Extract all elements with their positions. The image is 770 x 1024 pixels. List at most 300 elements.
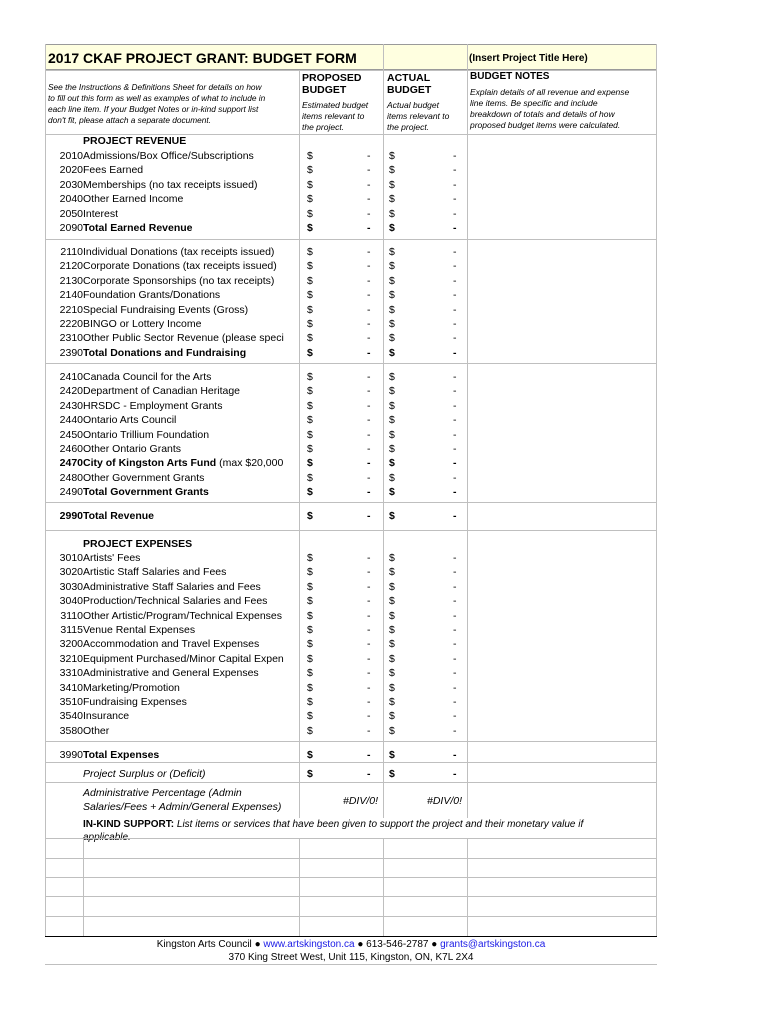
line-description: Canada Council for the Arts bbox=[83, 371, 212, 383]
actual-amount-value[interactable]: - bbox=[453, 749, 457, 761]
actual-amount-currency: $ bbox=[389, 510, 395, 522]
proposed-amount-value[interactable]: - bbox=[367, 768, 371, 780]
table-row bbox=[45, 303, 657, 317]
actual-budget-header: BUDGET bbox=[387, 84, 432, 96]
actual-amount-value[interactable]: - bbox=[453, 566, 457, 579]
actual-amount-value[interactable]: - bbox=[453, 178, 457, 191]
table-row bbox=[45, 666, 657, 680]
line-description: Other Public Sector Revenue (please speci bbox=[83, 332, 284, 345]
actual-amount-value[interactable]: - bbox=[453, 652, 457, 665]
proposed-amount-value[interactable]: - bbox=[367, 178, 371, 191]
grid-line-h bbox=[45, 530, 657, 531]
actual-amount-currency: $ bbox=[389, 710, 395, 723]
table-row bbox=[45, 442, 657, 456]
actual-amount-value[interactable]: - bbox=[453, 164, 457, 177]
instructions-line: See the Instructions & Definitions Sheet for details on how bbox=[48, 82, 262, 92]
proposed-amount-value[interactable]: - bbox=[367, 724, 371, 737]
admin-percentage-label: Administrative Percentage (Admin bbox=[83, 787, 242, 799]
total-revenue-row bbox=[45, 509, 657, 523]
table-row bbox=[45, 149, 657, 163]
line-code: 3410 bbox=[59, 681, 83, 694]
actual-amount-currency: $ bbox=[389, 471, 395, 484]
proposed-amount-value[interactable]: - bbox=[367, 552, 371, 564]
line-description: Special Fundraising Events (Gross) bbox=[83, 303, 249, 316]
email-link[interactable]: grants@artskingston.ca bbox=[440, 939, 546, 950]
line-code: 2460 bbox=[59, 443, 83, 455]
line-code: 3200 bbox=[59, 638, 83, 651]
actual-amount-currency: $ bbox=[389, 638, 395, 651]
proposed-amount-value[interactable]: - bbox=[367, 710, 371, 723]
actual-amount-currency: $ bbox=[389, 207, 395, 220]
actual-amount-value[interactable]: - bbox=[453, 681, 457, 694]
line-description: HRSDC - Employment Grants bbox=[83, 399, 223, 412]
line-code: 2220 bbox=[59, 318, 83, 330]
table-row bbox=[45, 565, 657, 579]
grid-line-h bbox=[45, 239, 657, 240]
table-row bbox=[45, 288, 657, 302]
proposed-amount-value[interactable]: - bbox=[367, 318, 371, 330]
line-code: 2090 bbox=[59, 222, 83, 234]
table-row bbox=[45, 178, 657, 192]
line-code: 3510 bbox=[59, 696, 83, 708]
line-code: 3115 bbox=[60, 624, 83, 636]
table-row bbox=[45, 384, 657, 398]
actual-amount-value[interactable]: - bbox=[453, 710, 457, 723]
proposed-amount-currency: $ bbox=[307, 399, 313, 412]
proposed-amount-value[interactable]: - bbox=[367, 332, 371, 345]
line-code: 2010 bbox=[59, 150, 83, 162]
actual-amount-value[interactable]: - bbox=[453, 289, 457, 302]
proposed-amount-value[interactable]: - bbox=[367, 624, 371, 636]
proposed-amount-value[interactable]: - bbox=[367, 471, 371, 484]
city-arts-fund-row bbox=[45, 456, 657, 470]
proposed-amount-currency: $ bbox=[307, 667, 313, 680]
line-description: Total Revenue bbox=[83, 510, 154, 522]
grid-line-v bbox=[383, 838, 384, 936]
actual-amount-currency: $ bbox=[389, 552, 395, 564]
proposed-amount-currency: $ bbox=[307, 696, 313, 708]
actual-amount-value[interactable]: - bbox=[453, 246, 457, 258]
line-description: Other Earned Income bbox=[83, 193, 184, 206]
proposed-budget-note: Estimated budget bbox=[302, 100, 369, 110]
instructions-line: to fill out this form as well as examples of what to include in bbox=[48, 93, 266, 103]
line-description: Other Artistic/Program/Technical Expenses bbox=[83, 609, 282, 622]
proposed-amount-currency: $ bbox=[307, 595, 313, 608]
actual-amount-currency: $ bbox=[389, 428, 395, 441]
line-code: 2440 bbox=[59, 414, 83, 427]
proposed-amount-currency: $ bbox=[307, 710, 313, 723]
actual-amount-value[interactable]: - bbox=[453, 768, 457, 780]
budget-notes-instruction: Explain details of all revenue and expense bbox=[470, 87, 630, 97]
table-row bbox=[45, 609, 657, 623]
line-description: Fees Earned bbox=[83, 164, 144, 177]
grid-line-h bbox=[45, 762, 657, 763]
table-row bbox=[45, 428, 657, 442]
line-description: Venue Rental Expenses bbox=[83, 624, 196, 636]
grid-line-v bbox=[383, 44, 384, 818]
table-row bbox=[45, 370, 657, 384]
proposed-amount-currency: $ bbox=[307, 510, 313, 522]
actual-amount-currency: $ bbox=[389, 178, 395, 191]
line-description: Admissions/Box Office/Subscriptions bbox=[83, 150, 254, 162]
line-code: 2490 bbox=[59, 486, 83, 499]
grid-line-h bbox=[45, 877, 657, 878]
actual-amount-value[interactable]: - bbox=[453, 552, 457, 564]
proposed-budget-header: PROPOSED bbox=[302, 72, 362, 84]
grid-line-v bbox=[299, 70, 300, 818]
admin-percentage-actual: #DIV/0! bbox=[427, 795, 463, 807]
footer-org: Kingston Arts Council bbox=[156, 939, 252, 950]
actual-amount-currency: $ bbox=[389, 768, 395, 780]
grid-line-h bbox=[45, 896, 657, 897]
line-description: Production/Technical Salaries and Fees bbox=[83, 595, 268, 608]
instructions-line: each line item. If your Budget Notes or in-kind support list bbox=[48, 104, 259, 114]
proposed-amount-currency: $ bbox=[307, 624, 313, 636]
grid-line-v bbox=[83, 838, 84, 936]
actual-amount-value[interactable]: - bbox=[453, 260, 457, 273]
line-description: Fundraising Expenses bbox=[83, 696, 187, 708]
proposed-amount-value[interactable]: - bbox=[367, 414, 371, 427]
table-row bbox=[45, 652, 657, 666]
line-code: 2420 bbox=[59, 385, 83, 398]
proposed-amount-currency: $ bbox=[307, 260, 313, 273]
actual-amount-value[interactable]: - bbox=[453, 580, 457, 593]
proposed-amount-value[interactable]: - bbox=[367, 749, 371, 761]
grid-line-v bbox=[467, 838, 468, 936]
proposed-amount-currency: $ bbox=[307, 486, 313, 499]
line-description: City of Kingston Arts Fund (max $20,000 bbox=[83, 457, 284, 470]
line-code: 2410 bbox=[59, 371, 83, 383]
proposed-amount-value[interactable]: - bbox=[367, 652, 371, 665]
line-description: Interest bbox=[83, 207, 119, 220]
proposed-amount-currency: $ bbox=[307, 414, 313, 427]
proposed-amount-value[interactable]: - bbox=[367, 638, 371, 651]
table-row bbox=[45, 623, 657, 637]
actual-amount-currency: $ bbox=[389, 385, 395, 398]
line-description: Other Government Grants bbox=[83, 471, 205, 484]
actual-amount-currency: $ bbox=[389, 457, 395, 470]
actual-amount-value[interactable]: - bbox=[453, 471, 457, 484]
proposed-amount-value[interactable]: - bbox=[367, 443, 371, 455]
table-row bbox=[45, 681, 657, 695]
actual-budget-note: the project. bbox=[387, 122, 430, 132]
actual-amount-value[interactable]: - bbox=[453, 724, 457, 737]
line-description: Individual Donations (tax receipts issued) bbox=[83, 246, 275, 258]
proposed-amount-value[interactable]: - bbox=[367, 457, 371, 470]
actual-amount-currency: $ bbox=[389, 580, 395, 593]
line-description: Equipment Purchased/Minor Capital Expen bbox=[83, 652, 284, 665]
grid-line-h bbox=[45, 134, 657, 135]
proposed-budget-note: items relevant to bbox=[302, 111, 365, 121]
project-title-field[interactable]: (Insert Project Title Here) bbox=[469, 53, 588, 64]
line-description: Artists' Fees bbox=[83, 552, 141, 564]
grid-line-h bbox=[45, 964, 657, 965]
line-code: 2430 bbox=[59, 399, 83, 412]
line-code: 2210 bbox=[59, 303, 83, 316]
line-description: Foundation Grants/Donations bbox=[83, 289, 221, 302]
in-kind-support-text bbox=[83, 818, 663, 832]
actual-amount-currency: $ bbox=[389, 696, 395, 708]
line-code: 3990 bbox=[59, 749, 83, 761]
grid-line-h bbox=[45, 741, 657, 742]
line-code: 3580 bbox=[59, 724, 83, 737]
table-row bbox=[45, 695, 657, 709]
proposed-amount-value[interactable]: - bbox=[367, 486, 371, 499]
table-row bbox=[45, 317, 657, 331]
proposed-amount-currency: $ bbox=[307, 443, 313, 455]
actual-budget-note: items relevant to bbox=[387, 111, 450, 121]
proposed-amount-value[interactable]: - bbox=[367, 346, 371, 359]
proposed-amount-value[interactable]: - bbox=[367, 696, 371, 708]
bullet-icon: ● bbox=[357, 939, 364, 950]
earned-total-row bbox=[45, 221, 657, 235]
table-row bbox=[45, 637, 657, 651]
line-code: 2140 bbox=[59, 289, 83, 302]
in-kind-description-cont: applicable. bbox=[83, 832, 131, 843]
proposed-amount-currency: $ bbox=[307, 580, 313, 593]
government-total-row bbox=[45, 485, 657, 499]
budget-form-sheet bbox=[45, 44, 657, 964]
line-code: 2110 bbox=[60, 246, 83, 258]
admin-percentage-label: Salaries/Fees + Admin/General Expenses) bbox=[83, 801, 282, 813]
expenses-heading bbox=[45, 537, 657, 551]
budget-notes-instruction: line items. Be specific and include bbox=[470, 98, 598, 108]
actual-budget-header: ACTUAL bbox=[387, 72, 431, 84]
line-code: 2040 bbox=[59, 193, 83, 206]
line-description: Total Donations and Fundraising bbox=[83, 346, 247, 359]
proposed-amount-value[interactable]: - bbox=[367, 164, 371, 177]
grid-line-v bbox=[45, 44, 46, 936]
bullet-icon: ● bbox=[431, 939, 438, 950]
line-description: Accommodation and Travel Expenses bbox=[83, 638, 260, 651]
line-code: 2390 bbox=[59, 346, 83, 359]
proposed-amount-currency: $ bbox=[307, 332, 313, 345]
proposed-budget-header: BUDGET bbox=[302, 84, 347, 96]
line-description: Total Government Grants bbox=[83, 486, 209, 499]
line-description: Total Earned Revenue bbox=[83, 222, 193, 234]
actual-amount-currency: $ bbox=[389, 303, 395, 316]
proposed-amount-value[interactable]: - bbox=[367, 274, 371, 287]
line-code: 2030 bbox=[59, 178, 83, 191]
actual-amount-currency: $ bbox=[389, 246, 395, 258]
line-code: 2450 bbox=[59, 428, 83, 441]
actual-amount-value[interactable]: - bbox=[453, 428, 457, 441]
proposed-amount-value[interactable]: - bbox=[367, 385, 371, 398]
surplus-row bbox=[45, 767, 657, 781]
proposed-amount-value[interactable]: - bbox=[367, 609, 371, 622]
table-row bbox=[45, 207, 657, 221]
table-row bbox=[45, 594, 657, 608]
admin-percentage-row bbox=[45, 786, 657, 814]
line-description: Insurance bbox=[83, 710, 130, 723]
actual-amount-value[interactable]: - bbox=[453, 346, 457, 359]
actual-amount-value[interactable]: - bbox=[453, 595, 457, 608]
proposed-amount-currency: $ bbox=[307, 471, 313, 484]
actual-amount-value[interactable]: - bbox=[453, 443, 457, 455]
in-kind-description: List items or services that have been given to support the project and their monetary value if bbox=[174, 819, 584, 830]
line-description-suffix: (max $20,000 bbox=[216, 457, 284, 470]
proposed-amount-currency: $ bbox=[307, 193, 313, 206]
table-row bbox=[45, 192, 657, 206]
actual-amount-currency: $ bbox=[389, 566, 395, 579]
actual-amount-currency: $ bbox=[389, 443, 395, 455]
actual-amount-value[interactable]: - bbox=[453, 624, 457, 636]
line-code: 3540 bbox=[59, 710, 83, 723]
actual-amount-value[interactable]: - bbox=[453, 414, 457, 427]
actual-amount-value[interactable]: - bbox=[453, 332, 457, 345]
proposed-amount-value[interactable]: - bbox=[367, 193, 371, 206]
line-code: 3040 bbox=[59, 595, 83, 608]
actual-amount-currency: $ bbox=[389, 371, 395, 383]
line-description: Corporate Donations (tax receipts issued) bbox=[83, 260, 277, 273]
actual-amount-currency: $ bbox=[389, 414, 395, 427]
actual-amount-currency: $ bbox=[389, 332, 395, 345]
grid-line-v bbox=[467, 44, 468, 818]
in-kind-label: IN-KIND SUPPORT: bbox=[83, 819, 175, 830]
grid-line-h bbox=[45, 70, 657, 71]
budget-notes-instruction: proposed budget items were calculated. bbox=[470, 120, 621, 130]
table-row bbox=[45, 709, 657, 723]
proposed-amount-value[interactable]: - bbox=[367, 289, 371, 302]
actual-amount-value[interactable]: - bbox=[453, 193, 457, 206]
revenue-heading bbox=[45, 134, 657, 148]
proposed-amount-currency: $ bbox=[307, 749, 313, 761]
proposed-amount-value[interactable]: - bbox=[367, 222, 371, 234]
website-link[interactable]: www.artskingston.ca bbox=[263, 939, 355, 950]
actual-amount-currency: $ bbox=[389, 609, 395, 622]
line-code: 2470 bbox=[59, 457, 83, 470]
actual-amount-value[interactable]: - bbox=[453, 207, 457, 220]
proposed-amount-currency: $ bbox=[307, 246, 313, 258]
proposed-amount-value[interactable]: - bbox=[367, 150, 371, 162]
grid-line-h bbox=[45, 502, 657, 503]
proposed-amount-currency: $ bbox=[307, 164, 313, 177]
actual-amount-value[interactable]: - bbox=[453, 457, 457, 470]
line-code: 2480 bbox=[59, 471, 83, 484]
actual-amount-currency: $ bbox=[389, 652, 395, 665]
proposed-amount-currency: $ bbox=[307, 638, 313, 651]
actual-amount-value[interactable]: - bbox=[453, 150, 457, 162]
proposed-amount-value[interactable]: - bbox=[367, 371, 371, 383]
table-row bbox=[45, 471, 657, 485]
actual-amount-value[interactable]: - bbox=[453, 274, 457, 287]
actual-amount-currency: $ bbox=[389, 749, 395, 761]
actual-amount-currency: $ bbox=[389, 193, 395, 206]
actual-amount-currency: $ bbox=[389, 667, 395, 680]
total-expenses-row bbox=[45, 748, 657, 762]
line-code: 2310 bbox=[59, 332, 83, 345]
line-code: 3010 bbox=[59, 552, 83, 564]
proposed-amount-currency: $ bbox=[307, 289, 313, 302]
line-description: Total Expenses bbox=[83, 749, 160, 761]
actual-amount-currency: $ bbox=[389, 164, 395, 177]
actual-amount-value[interactable]: - bbox=[453, 371, 457, 383]
proposed-amount-value[interactable]: - bbox=[367, 510, 371, 522]
line-code: 3020 bbox=[59, 566, 83, 579]
table-row bbox=[45, 413, 657, 427]
proposed-amount-value[interactable]: - bbox=[367, 260, 371, 273]
line-description: Department of Canadian Heritage bbox=[83, 385, 241, 398]
actual-amount-value[interactable]: - bbox=[453, 667, 457, 680]
footer-contact bbox=[45, 938, 657, 951]
actual-amount-value[interactable]: - bbox=[453, 222, 457, 234]
proposed-amount-currency: $ bbox=[307, 346, 313, 359]
line-code: 2130 bbox=[59, 274, 83, 287]
line-description: Administrative Staff Salaries and Fees bbox=[83, 580, 261, 593]
proposed-amount-value[interactable]: - bbox=[367, 595, 371, 608]
actual-amount-currency: $ bbox=[389, 222, 395, 234]
proposed-amount-currency: $ bbox=[307, 566, 313, 579]
line-description: Marketing/Promotion bbox=[83, 681, 180, 694]
proposed-amount-value[interactable]: - bbox=[367, 246, 371, 258]
line-description: BINGO or Lottery Income bbox=[83, 318, 202, 330]
proposed-amount-value[interactable]: - bbox=[367, 428, 371, 441]
actual-amount-value[interactable]: - bbox=[453, 609, 457, 622]
budget-notes-header: BUDGET NOTES bbox=[470, 71, 550, 82]
line-code: 2120 bbox=[59, 260, 83, 273]
actual-budget-note: Actual budget bbox=[387, 100, 439, 110]
actual-amount-currency: $ bbox=[389, 274, 395, 287]
grid-line-h bbox=[45, 838, 657, 839]
line-code: 3110 bbox=[60, 609, 83, 622]
proposed-amount-currency: $ bbox=[307, 222, 313, 234]
line-code: 2050 bbox=[59, 207, 83, 220]
actual-amount-value[interactable]: - bbox=[453, 510, 457, 522]
actual-amount-value[interactable]: - bbox=[453, 385, 457, 398]
actual-amount-value[interactable]: - bbox=[453, 486, 457, 499]
proposed-amount-currency: $ bbox=[307, 428, 313, 441]
line-code: 3310 bbox=[59, 667, 83, 680]
line-code: 3030 bbox=[59, 580, 83, 593]
proposed-amount-value[interactable]: - bbox=[367, 681, 371, 694]
line-description: Ontario Trillium Foundation bbox=[83, 428, 210, 441]
table-row bbox=[45, 259, 657, 273]
actual-amount-value[interactable]: - bbox=[453, 303, 457, 316]
actual-amount-value[interactable]: - bbox=[453, 399, 457, 412]
actual-amount-currency: $ bbox=[389, 624, 395, 636]
line-description: Artistic Staff Salaries and Fees bbox=[83, 566, 227, 579]
grid-line-v bbox=[656, 44, 657, 936]
actual-amount-value[interactable]: - bbox=[453, 696, 457, 708]
grid-line-h bbox=[45, 782, 657, 783]
proposed-amount-value[interactable]: - bbox=[367, 580, 371, 593]
table-row bbox=[45, 580, 657, 594]
actual-amount-currency: $ bbox=[389, 150, 395, 162]
proposed-amount-value[interactable]: - bbox=[367, 566, 371, 579]
section-heading-text: PROJECT REVENUE bbox=[83, 135, 187, 147]
line-description: Corporate Sponsorships (no tax receipts) bbox=[83, 274, 275, 287]
proposed-amount-value[interactable]: - bbox=[367, 303, 371, 316]
proposed-amount-value[interactable]: - bbox=[367, 207, 371, 220]
grid-line-h bbox=[45, 363, 657, 364]
grid-line-h bbox=[45, 858, 657, 859]
actual-amount-value[interactable]: - bbox=[453, 638, 457, 651]
donations-total-row bbox=[45, 346, 657, 360]
actual-amount-currency: $ bbox=[389, 399, 395, 412]
proposed-amount-currency: $ bbox=[307, 768, 313, 780]
grid-line-h bbox=[45, 916, 657, 917]
proposed-amount-currency: $ bbox=[307, 274, 313, 287]
table-row bbox=[45, 724, 657, 738]
actual-amount-currency: $ bbox=[389, 724, 395, 737]
actual-amount-currency: $ bbox=[389, 318, 395, 330]
actual-amount-currency: $ bbox=[389, 486, 395, 499]
actual-amount-value[interactable]: - bbox=[453, 318, 457, 330]
table-row bbox=[45, 245, 657, 259]
proposed-amount-value[interactable]: - bbox=[367, 399, 371, 412]
proposed-amount-currency: $ bbox=[307, 371, 313, 383]
proposed-amount-value[interactable]: - bbox=[367, 667, 371, 680]
